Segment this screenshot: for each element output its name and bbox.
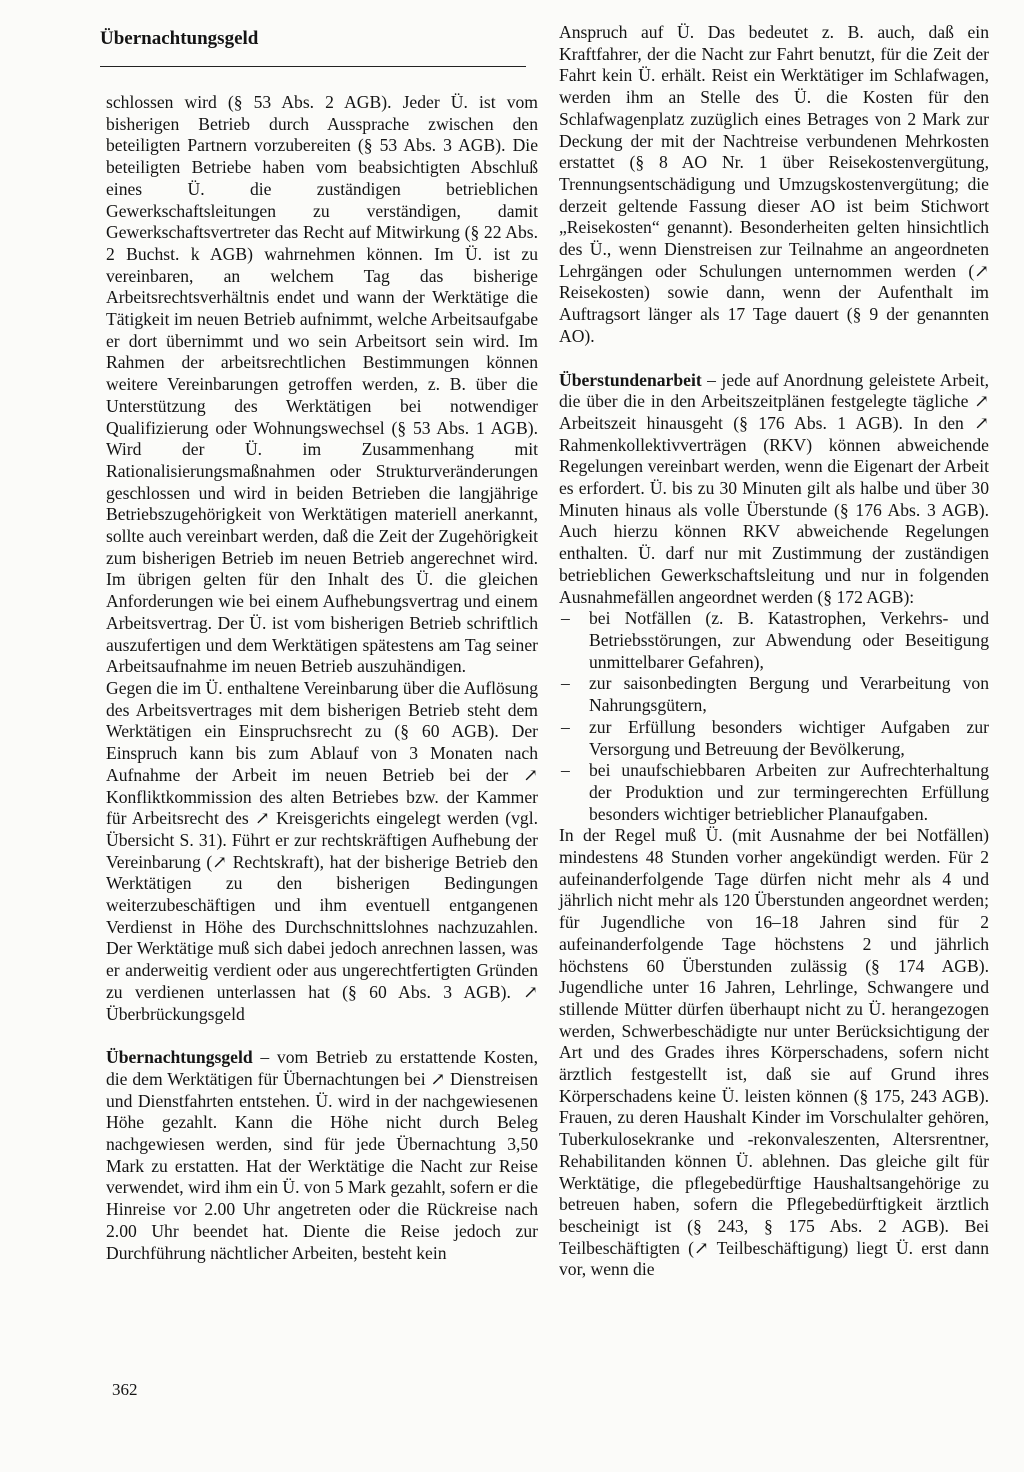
list-item-text: bei Notfällen (z. B. Katastrophen, Verkehrs- und Betriebsstörungen, zur Abwendung oder Beseitigung unmittelbarer Gefahren), [589, 608, 989, 672]
entry-term: Übernachtungsgeld [106, 1047, 253, 1068]
page-number: 362 [112, 1380, 138, 1399]
list-item-text: zur saisonbedingten Bergung und Verarbeitung von Nahrungsgütern, [589, 673, 989, 716]
paragraph: Anspruch auf Ü. Das bedeutet z. B. auch, daß ein Kraftfahrer, der die Nacht zur Fahrt benutzt, für die Zeit der Fahrt kein Ü. erhält. Reist ein Werktätiger im Schlafwagen, werden ihm an Stelle des Ü. die Kosten für den Schlafwagenplatz zuzüglich eines Betrages von 2 Mark zur Deckung der mit der Nachtreise verbundenen Mehrkosten erstattet (§ 8 AO Nr. 1 über Reisekostenvergütung, Trennungsentschädigung und Umzugskostenvergütung; die derzeit geltende Fassung dieser AO ist beim Stichwort „Reisekosten“ genannt). Besonderheiten gelten hinsichtlich des Ü., wenn Dienstreisen zur Teilnahme an angeordneten Lehrgängen oder Schulungen unternommen werden (↗ Reisekosten) sowie dann, wenn der Aufenthalt im Auftragsort länger als 17 Tage dauert (§ 9 der genannten AO). [559, 22, 989, 346]
right-column [559, 22, 989, 1281]
dash-bullet: – [561, 673, 570, 694]
list-item [559, 760, 989, 825]
paragraph: schlossen wird (§ 53 Abs. 2 AGB). Jeder Ü. ist vom bisherigen Betrieb durch Aussprache zwischen den beteiligten Partnern vorzubereiten (§ 53 Abs. 3 AGB). Die beteiligten Betriebe haben vom beabsichtigten Abschluß eines Ü. die zuständigen betrieblichen Gewerkschaftsleitungen zu verständigen, damit Gewerkschaftsvertreter das Recht auf Mitwirkung (§ 22 Abs. 2 Buchst. k AGB) wahrnehmen können. Im Ü. ist zu vereinbaren, an welchem Tag das bisherige Arbeitsrechtsverhältnis endet und wann der Werktätige die Tätigkeit im neuen Betrieb aufnimmt, welche Arbeitsaufgabe er dort übernimmt und wo sein Arbeitsort sein wird. Im Rahmen der arbeitsrechtlichen Bestimmungen können weitere Vereinbarungen getroffen werden, z. B. über die Unterstützung des Werktätigen bei notwendiger Qualifizierung oder Wohnungswechsel (§ 53 Abs. 1 AGB). Wird der Ü. im Zusammenhang mit Rationalisierungsmaßnahmen oder Strukturveränderungen geschlossen und wird in beiden Betrieben die langjährige Betriebszugehörigkeit von Werktätigen materiell anerkannt, sollte auch vereinbart werden, daß die Zeit der Zugehörigkeit zum bisherigen Betrieb im neuen Betrieb angerechnet wird. Im übrigen gelten für den Inhalt des Ü. die gleichen Anforderungen wie bei einem Aufhebungsvertrag und einem Arbeitsvertrag. Der Ü. ist vom bisherigen Betrieb schriftlich auszufertigen und dem Werktätigen spätestens am Tag seiner Arbeitsaufnahme im neuen Betrieb auszuhändigen. [106, 92, 538, 677]
list-item-text: bei unaufschiebbaren Arbeiten zur Aufrechterhaltung der Produktion und zur termingerechten Erfüllung besonders wichtiger betrieblicher Planaufgaben. [589, 760, 989, 824]
dash-bullet: – [561, 716, 570, 737]
paragraph: Gegen die im Ü. enthaltene Vereinbarung über die Auflösung des Arbeitsvertrages mit dem bisherigen Betrieb steht dem Werktätigen ein Einspruchsrecht zu (§ 60 AGB). Der Einspruch kann bis zum Ablauf von 3 Monaten nach Aufnahme der Arbeit im neuen Betrieb bei der ↗ Konfliktkommission des alten Betriebes bzw. der Kammer für Arbeitsrecht des ↗ Kreisgerichts eingelegt werden (vgl. Übersicht S. 31). Führt er zur rechtskräftigen Aufhebung der Vereinbarung (↗ Rechtskraft), hat der bisherige Betrieb den Werktätigen zu den bisherigen Bedingungen weiterzubeschäftigen und ihm eventuell entgangenen Verdienst in Höhe des Durchschnittslohnes nachzuzahlen. Der Werktätige muß sich dabei jedoch anrechnen lassen, was er anderweitig verdient oder aus ungerechtfertigten Gründen zu verdienen unterlassen hat (§ 60 Abs. 3 AGB). ↗ Überbrückungsgeld [106, 677, 538, 1024]
entry-uebernachtungsgeld [106, 1047, 538, 1264]
list-item [559, 608, 989, 673]
entry-gap [106, 1025, 538, 1047]
entry-text: – vom Betrieb zu erstattende Kosten, die dem Werktätigen für Übernachtungen bei ↗ Dienstreisen und Dienstfahrten entstehen. Ü. wird in der nachgewiesenen Höhe gezahlt. Kann die Höhe nicht durch Beleg nachgewiesen werden, sind für jede Übernachtung 3,50 Mark zu erstatten. Hat der Werktätige die Nacht zur Reise verwendet, wird ihm ein Ü. von 5 Mark gezahlt, sofern er die Hinreise vor 2.00 Uhr angetreten oder die Rückreise nach 2.00 Uhr beendet hat. Diente die Reise jedoch zur Durchführung nächtlicher Arbeiten, besteht kein [106, 1047, 538, 1263]
running-head: Übernachtungsgeld [100, 28, 259, 49]
left-column [106, 92, 538, 1264]
exception-list [559, 608, 989, 825]
list-item-text: zur Erfüllung besonders wichtiger Aufgaben zur Versorgung und Betreuung der Bevölkerung, [589, 716, 989, 759]
list-item [559, 717, 989, 760]
list-item [559, 673, 989, 716]
dash-bullet: – [561, 760, 570, 781]
entry-term: Überstundenarbeit [559, 369, 702, 390]
entry-ueberstundenarbeit [559, 370, 989, 609]
entry-gap [559, 348, 989, 370]
entry-text: – jede auf Anordnung geleistete Arbeit, die über die in den Arbeitszeitplänen festgelegte tägliche ↗ Arbeitszeit hinausgeht (§ 176 Abs. 1 AGB). In den ↗ Rahmenkollektivverträgen (RKV) können abweichende Regelungen vereinbart werden, wenn die Eigenart der Arbeit es erfordert. Ü. bis zu 30 Minuten gilt als halbe und über 30 Minuten hinaus als volle Überstunde (§ 176 Abs. 3 AGB). Auch hierzu können RKV abweichende Regelungen enthalten. Ü. darf nur mit Zustimmung der zuständigen betrieblichen Gewerkschaftsleitung und nur in folgenden Ausnahmefällen angeordnet werden (§ 172 AGB): [559, 369, 989, 607]
header-rule [100, 66, 526, 67]
dash-bullet: – [561, 608, 570, 629]
paragraph: In der Regel muß Ü. (mit Ausnahme der bei Notfällen) mindestens 48 Stunden vorher angekündigt werden. Für 2 aufeinanderfolgende Tage dürfen nicht mehr als 4 und jährlich nicht mehr als 120 Überstunden angeordnet werden; für Jugendliche von 16–18 Jahren sind für 2 aufeinanderfolgende Tage höchstens 2 und jährlich höchstens 60 Überstunden zulässig (§ 174 AGB). Jugendliche unter 16 Jahren, Lehrlinge, Schwangere und stillende Mütter dürfen überhaupt nicht zu Ü. herangezogen werden, Schwerbeschädigte nur unter Berücksichtigung der Art und des Grades ihres Körperschadens, sofern nicht ärztlich festgestellt ist, daß sie auf Grund ihres Körperschadens keine Ü. leisten können (§ 175, 243 AGB). Frauen, zu deren Haushalt Kinder im Vorschulalter gehören, Tuberkulosekranke und -rekonvaleszenten, Altersrentner, Rehabilitanden können Ü. ablehnen. Das gleiche gilt für Werktätige, die pflegebedürftige Haushaltsangehörige zu betreuen haben, sofern die Pflegebedürftigkeit ärztlich bescheinigt ist (§ 243, § 175 Abs. 2 AGB). Bei Teilbeschäftigten (↗ Teilbeschäftigung) liegt Ü. erst dann vor, wenn die [559, 825, 989, 1280]
